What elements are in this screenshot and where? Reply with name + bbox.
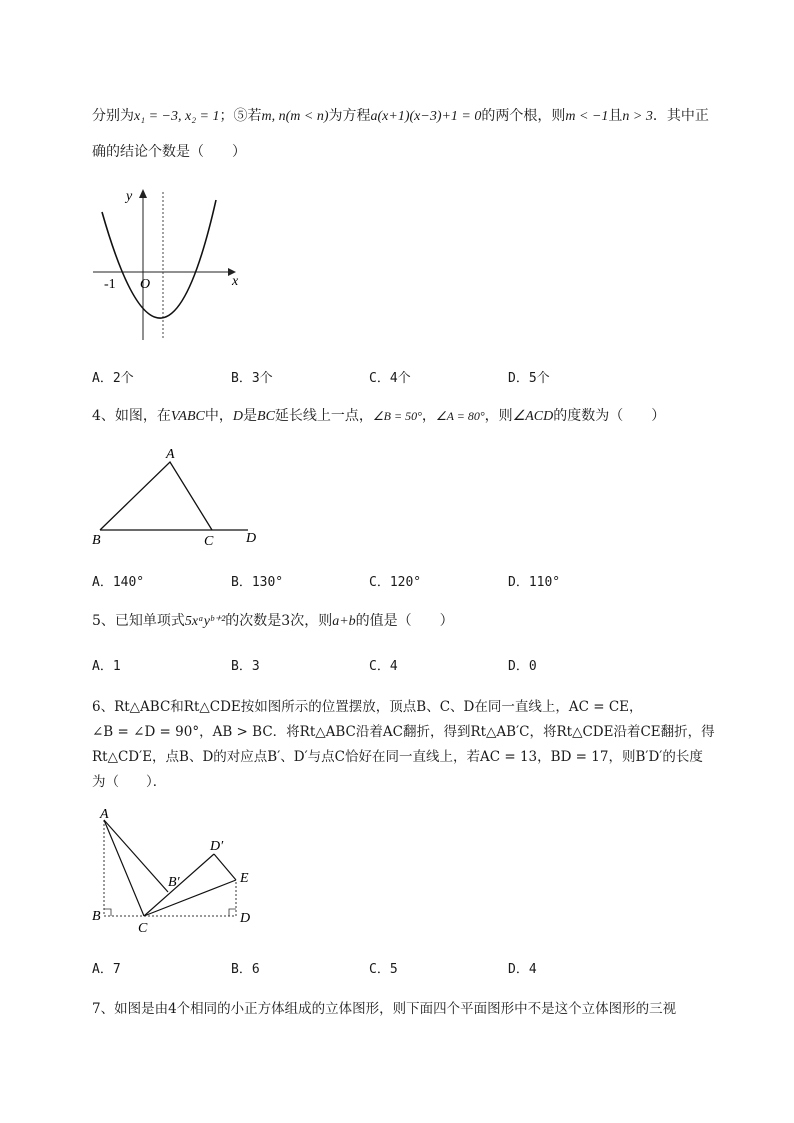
q3-option-d[interactable]: D．5个 bbox=[508, 371, 550, 386]
q6-text-line2: ∠B = ∠D = 90°，AB > BC．将Rt△ABC沿着AC翻折，得到Rt△AB′C，将Rt△CDE沿着CE翻折，得 bbox=[92, 724, 715, 740]
right-angle-d bbox=[229, 909, 236, 916]
q7-text-line1: 7、如图是由4个相同的小正方体组成的立体图形，则下面四个平面图形中不是这个立体图形的三视 bbox=[92, 1001, 677, 1017]
point-b-label: B bbox=[92, 533, 101, 548]
q5-text: 5、已知单项式5xᵃyᵇ⁺²的次数是3次，则a+b的值是（ ） bbox=[92, 613, 454, 629]
q3-text-line1: 分别为x₁ = −3, x₂ = 1；⑤若m, n(m < n)为方程a(x+1)(x−3)+1 = 0的两个根，则m < −1且n > 3．其中正 bbox=[92, 108, 709, 124]
right-angle-b bbox=[104, 909, 111, 916]
q4-option-d[interactable]: D．110° bbox=[508, 575, 561, 590]
y-axis-arrow bbox=[139, 189, 147, 198]
point-b-label: B bbox=[92, 909, 101, 924]
point-d-label: D bbox=[240, 911, 251, 926]
q6-text-line3: Rt△CD′E，点B、D的对应点B′、D′与点C恰好在同一直线上，若AC = 13，BD = 17，则B′D′的长度 bbox=[92, 749, 703, 765]
q4-option-b[interactable]: B．130° bbox=[231, 575, 284, 590]
q6-text-line1: 6、Rt△ABC和Rt△CDE按如图所示的位置摆放，顶点B、C、D在同一直线上，AC = CE， bbox=[92, 699, 643, 715]
q6-option-b[interactable]: B．6 bbox=[231, 962, 260, 977]
q6-fold-figure bbox=[90, 808, 270, 938]
q3-option-a[interactable]: A．2个 bbox=[92, 371, 134, 386]
point-e-label: E bbox=[240, 871, 249, 886]
point-d-label: D bbox=[246, 531, 257, 546]
q3-text-line2: 确的结论个数是（ ） bbox=[92, 144, 246, 160]
q5-option-a[interactable]: A．1 bbox=[92, 659, 121, 674]
q6-option-c[interactable]: C．5 bbox=[369, 962, 398, 977]
q6-text-line4: 为（ ）． bbox=[92, 774, 167, 790]
q4-option-c[interactable]: C．120° bbox=[369, 575, 422, 590]
point-c-label: C bbox=[204, 534, 214, 549]
segment-ab1 bbox=[104, 820, 168, 892]
point-d-prime-label: D′ bbox=[210, 839, 224, 854]
q3-option-c[interactable]: C．4个 bbox=[369, 371, 411, 386]
point-c-label: C bbox=[138, 921, 148, 936]
segment-d1e bbox=[214, 854, 236, 880]
segment-ac bbox=[104, 820, 144, 916]
point-a-label: A bbox=[100, 808, 109, 822]
x-axis-label: x bbox=[232, 274, 239, 289]
parabola-curve bbox=[102, 200, 216, 318]
q6-option-d[interactable]: D．4 bbox=[508, 962, 537, 977]
q5-option-d[interactable]: D．0 bbox=[508, 659, 537, 674]
q5-option-c[interactable]: C．4 bbox=[369, 659, 398, 674]
point-a-label: A bbox=[166, 447, 175, 462]
neg-one-label: -1 bbox=[104, 277, 116, 292]
q3-parabola-graph bbox=[88, 180, 258, 345]
q5-option-b[interactable]: B．3 bbox=[231, 659, 260, 674]
q6-option-a[interactable]: A．7 bbox=[92, 962, 121, 977]
q4-option-a[interactable]: A．140° bbox=[92, 575, 145, 590]
segment-ce bbox=[144, 880, 236, 916]
q4-text: 4、如图，在VABC中，D是BC延长线上一点，∠B = 50°，∠A = 80°，则∠ACD的度数为（ ） bbox=[92, 408, 666, 424]
q3-option-b[interactable]: B．3个 bbox=[231, 371, 273, 386]
triangle-abc bbox=[100, 462, 212, 530]
origin-label: O bbox=[140, 277, 151, 292]
q4-triangle-figure bbox=[88, 442, 268, 552]
point-b-prime-label: B′ bbox=[168, 875, 180, 890]
y-axis-label: y bbox=[126, 189, 133, 204]
